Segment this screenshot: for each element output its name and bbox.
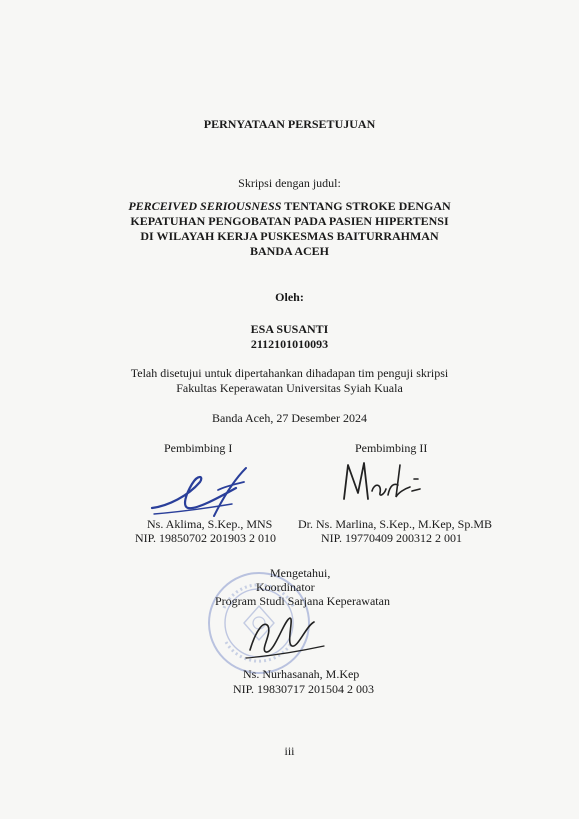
thesis-title-line-2: KEPATUHAN PENGOBATAN PADA PASIEN HIPERTENSI xyxy=(130,214,449,228)
supervisor-1-role: Pembimbing I xyxy=(164,441,233,455)
supervisor-2-name: Dr. Ns. Marlina, S.Kep., M.Kep, Sp.MB xyxy=(298,517,492,531)
supervisor-2-signature xyxy=(338,455,428,510)
supervisor-2-nip: NIP. 19770409 200312 2 001 xyxy=(321,531,463,545)
coordinator-name: Ns. Nurhasanah, M.Kep xyxy=(243,667,360,681)
supervisor-2-role: Pembimbing II xyxy=(355,441,428,455)
acknowledged-label: Mengetahui, xyxy=(270,566,331,580)
thesis-title-line-3: DI WILAYAH KERJA PUSKESMAS BAITURRAHMAN xyxy=(140,229,439,243)
page-number: iii xyxy=(284,744,295,758)
thesis-title-line-1 xyxy=(0,199,579,214)
coordinator-nip: NIP. 19830717 201504 2 003 xyxy=(233,682,375,696)
supervisor-1-nip: NIP. 19850702 201903 2 010 xyxy=(135,531,277,545)
title-intro: Skripsi dengan judul: xyxy=(238,176,341,190)
page-heading: PERNYATAAN PERSETUJUAN xyxy=(203,117,376,131)
approval-line-2: Fakultas Keperawatan Universitas Syiah Kuala xyxy=(176,381,403,395)
supervisor-1-name: Ns. Aklima, S.Kep., MNS xyxy=(147,517,273,531)
approval-line-1: Telah disetujui untuk dipertahankan dihadapan tim penguji skripsi xyxy=(130,366,449,380)
thesis-title-italic: PERCEIVED SERIOUSNESS xyxy=(128,199,282,213)
by-label: Oleh: xyxy=(275,290,304,304)
thesis-title-rest: TENTANG STROKE DENGAN xyxy=(281,199,451,213)
coordinator-signature xyxy=(240,600,330,670)
coordinator-role: Koordinator xyxy=(256,580,315,594)
thesis-title-line-4: BANDA ACEH xyxy=(249,244,329,258)
place-date: Banda Aceh, 27 Desember 2024 xyxy=(212,411,367,425)
coordinator-program: Program Studi Sarjana Keperawatan xyxy=(215,594,390,608)
author-name: ESA SUSANTI xyxy=(250,322,329,336)
supervisor-1-signature xyxy=(148,460,258,520)
author-id: 2112101010093 xyxy=(250,337,329,351)
